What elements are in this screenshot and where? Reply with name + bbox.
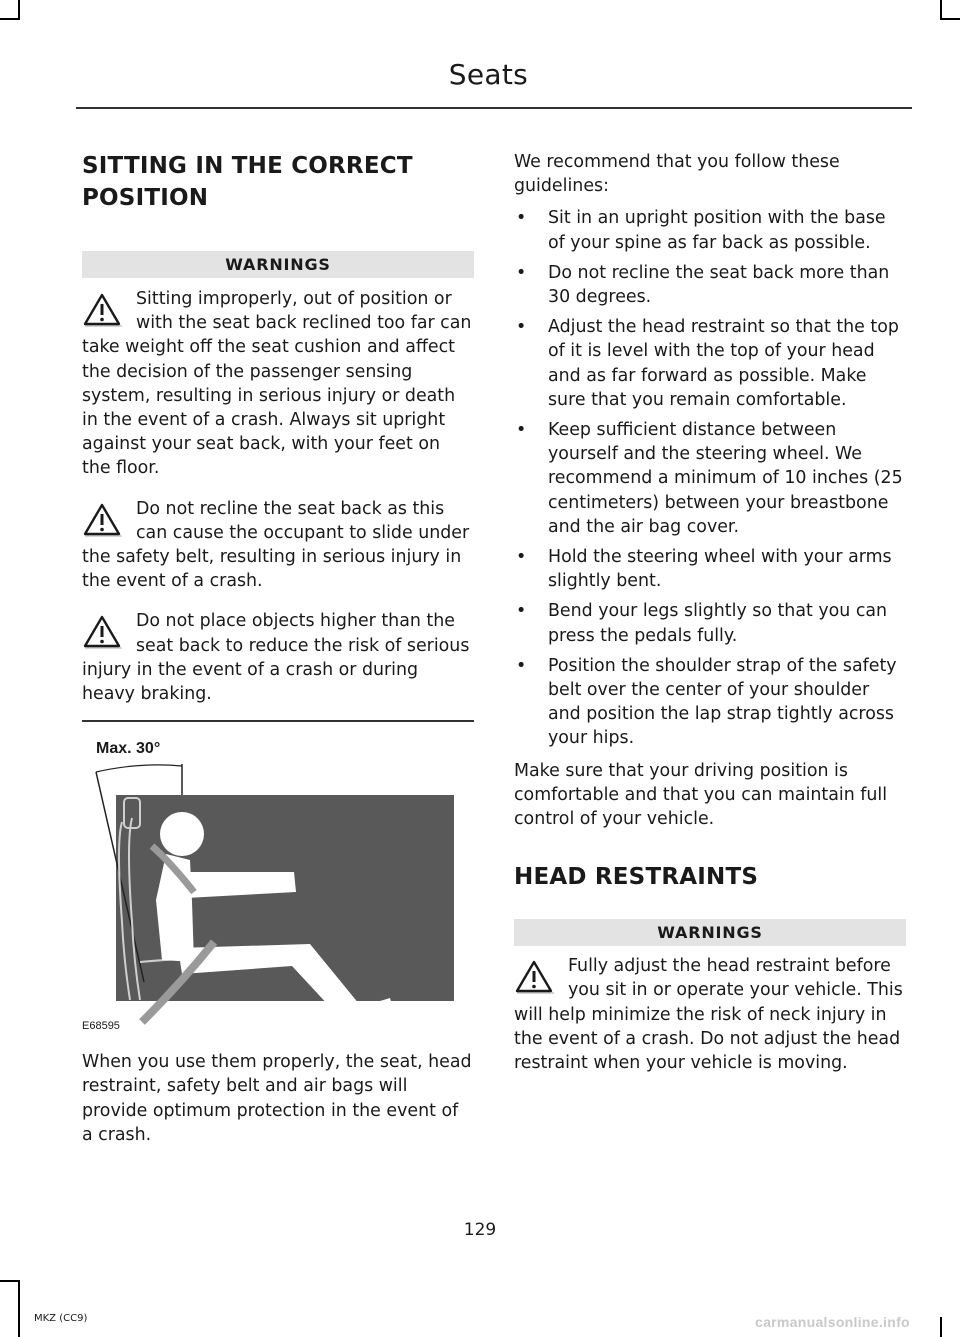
warning-paragraph: [82, 609, 474, 706]
warning-paragraph: [82, 497, 474, 594]
model-code: MKZ (CC9): [34, 1313, 88, 1324]
warnings-label: WARNINGS: [514, 919, 906, 946]
figure-code: E68595: [82, 1020, 120, 1033]
guidelines-list: [514, 206, 906, 750]
warning-triangle-icon: [514, 958, 568, 996]
page-number: 129: [463, 1220, 497, 1240]
right-column: [514, 150, 906, 1075]
warning-triangle-icon: [82, 613, 136, 651]
warning-text: Do not place objects higher than the seat back to reduce the risk of serious injury in the event of a crash or during heavy braking.: [82, 611, 470, 705]
crop-mark: [0, 18, 20, 20]
warning-triangle-icon: [82, 291, 136, 329]
list-item: • Keep sufficient distance between yourself and the steering wheel. We recommend a minimum of 10 inches (25 centimeters) between your breastbone and the air bag cover.: [514, 418, 906, 539]
left-column: [82, 150, 474, 1147]
watermark: carmanualsonline.info: [755, 1314, 910, 1330]
list-item: • Bend your legs slightly so that you can press the pedals fully.: [514, 599, 906, 647]
warning-paragraph: [82, 287, 474, 481]
warning-text: Fully adjust the head restraint before you sit in or operate your vehicle. This will help minimize the risk of neck injury in the event of a crash. Do not adjust the head restraint when your vehicle is moving.: [514, 956, 903, 1074]
header-rule: [76, 107, 912, 109]
crop-mark: [940, 18, 960, 20]
body-paragraph: When you use them properly, the seat, head restraint, safety belt and air bags will provide optimum protection in the event of a crash.: [82, 1052, 472, 1145]
crop-mark: [18, 1280, 20, 1337]
list-item: • Adjust the head restraint so that the top of it is level with the top of your head and as far forward as possible. Make sure that you remain comfortable.: [514, 315, 906, 412]
crop-mark: [940, 0, 942, 20]
crop-mark: [940, 1317, 942, 1337]
list-item: • Position the shoulder strap of the safety belt over the center of your shoulder and position the lap strap tightly across your hips.: [514, 654, 906, 751]
warning-text: Do not recline the seat back as this can cause the occupant to slide under the safety belt, resulting in serious injury in the event of a crash.: [82, 498, 470, 592]
crop-mark: [18, 0, 20, 20]
page-title: Seats: [448, 58, 528, 91]
list-item: • Do not recline the seat back more than 30 degrees.: [514, 261, 906, 309]
intro-paragraph: We recommend that you follow these guidelines:: [514, 152, 840, 197]
crop-mark: [0, 1280, 20, 1282]
angle-label: Max. 30°: [96, 740, 161, 758]
warning-paragraph: [514, 954, 906, 1075]
warning-text: Sitting improperly, out of position or with the seat back reclined too far can take weight off the seat cushion and affect the decision of the passenger sensing system, resulting in serious injury or death in the event of a crash. Always sit upright against your seat back, with your feet on the floor.: [82, 289, 472, 479]
list-item: • Hold the steering wheel with your arms slightly bent.: [514, 545, 906, 593]
section-heading-head-restraints: HEAD RESTRAINTS: [514, 864, 759, 891]
warning-triangle-icon: [82, 501, 136, 539]
warnings-label: WARNINGS: [82, 251, 474, 278]
section-heading-line2: POSITION: [82, 185, 209, 211]
seated-driver-illustration: [82, 722, 474, 1042]
closing-paragraph: Make sure that your driving position is comfortable and that you can maintain full control of your vehicle.: [514, 760, 888, 830]
list-item: • Sit in an upright position with the base of your spine as far back as possible.: [514, 206, 906, 254]
section-heading: [82, 150, 474, 214]
section-heading-line1: SITTING IN THE CORRECT: [82, 153, 413, 179]
seating-position-figure: [82, 722, 474, 1042]
